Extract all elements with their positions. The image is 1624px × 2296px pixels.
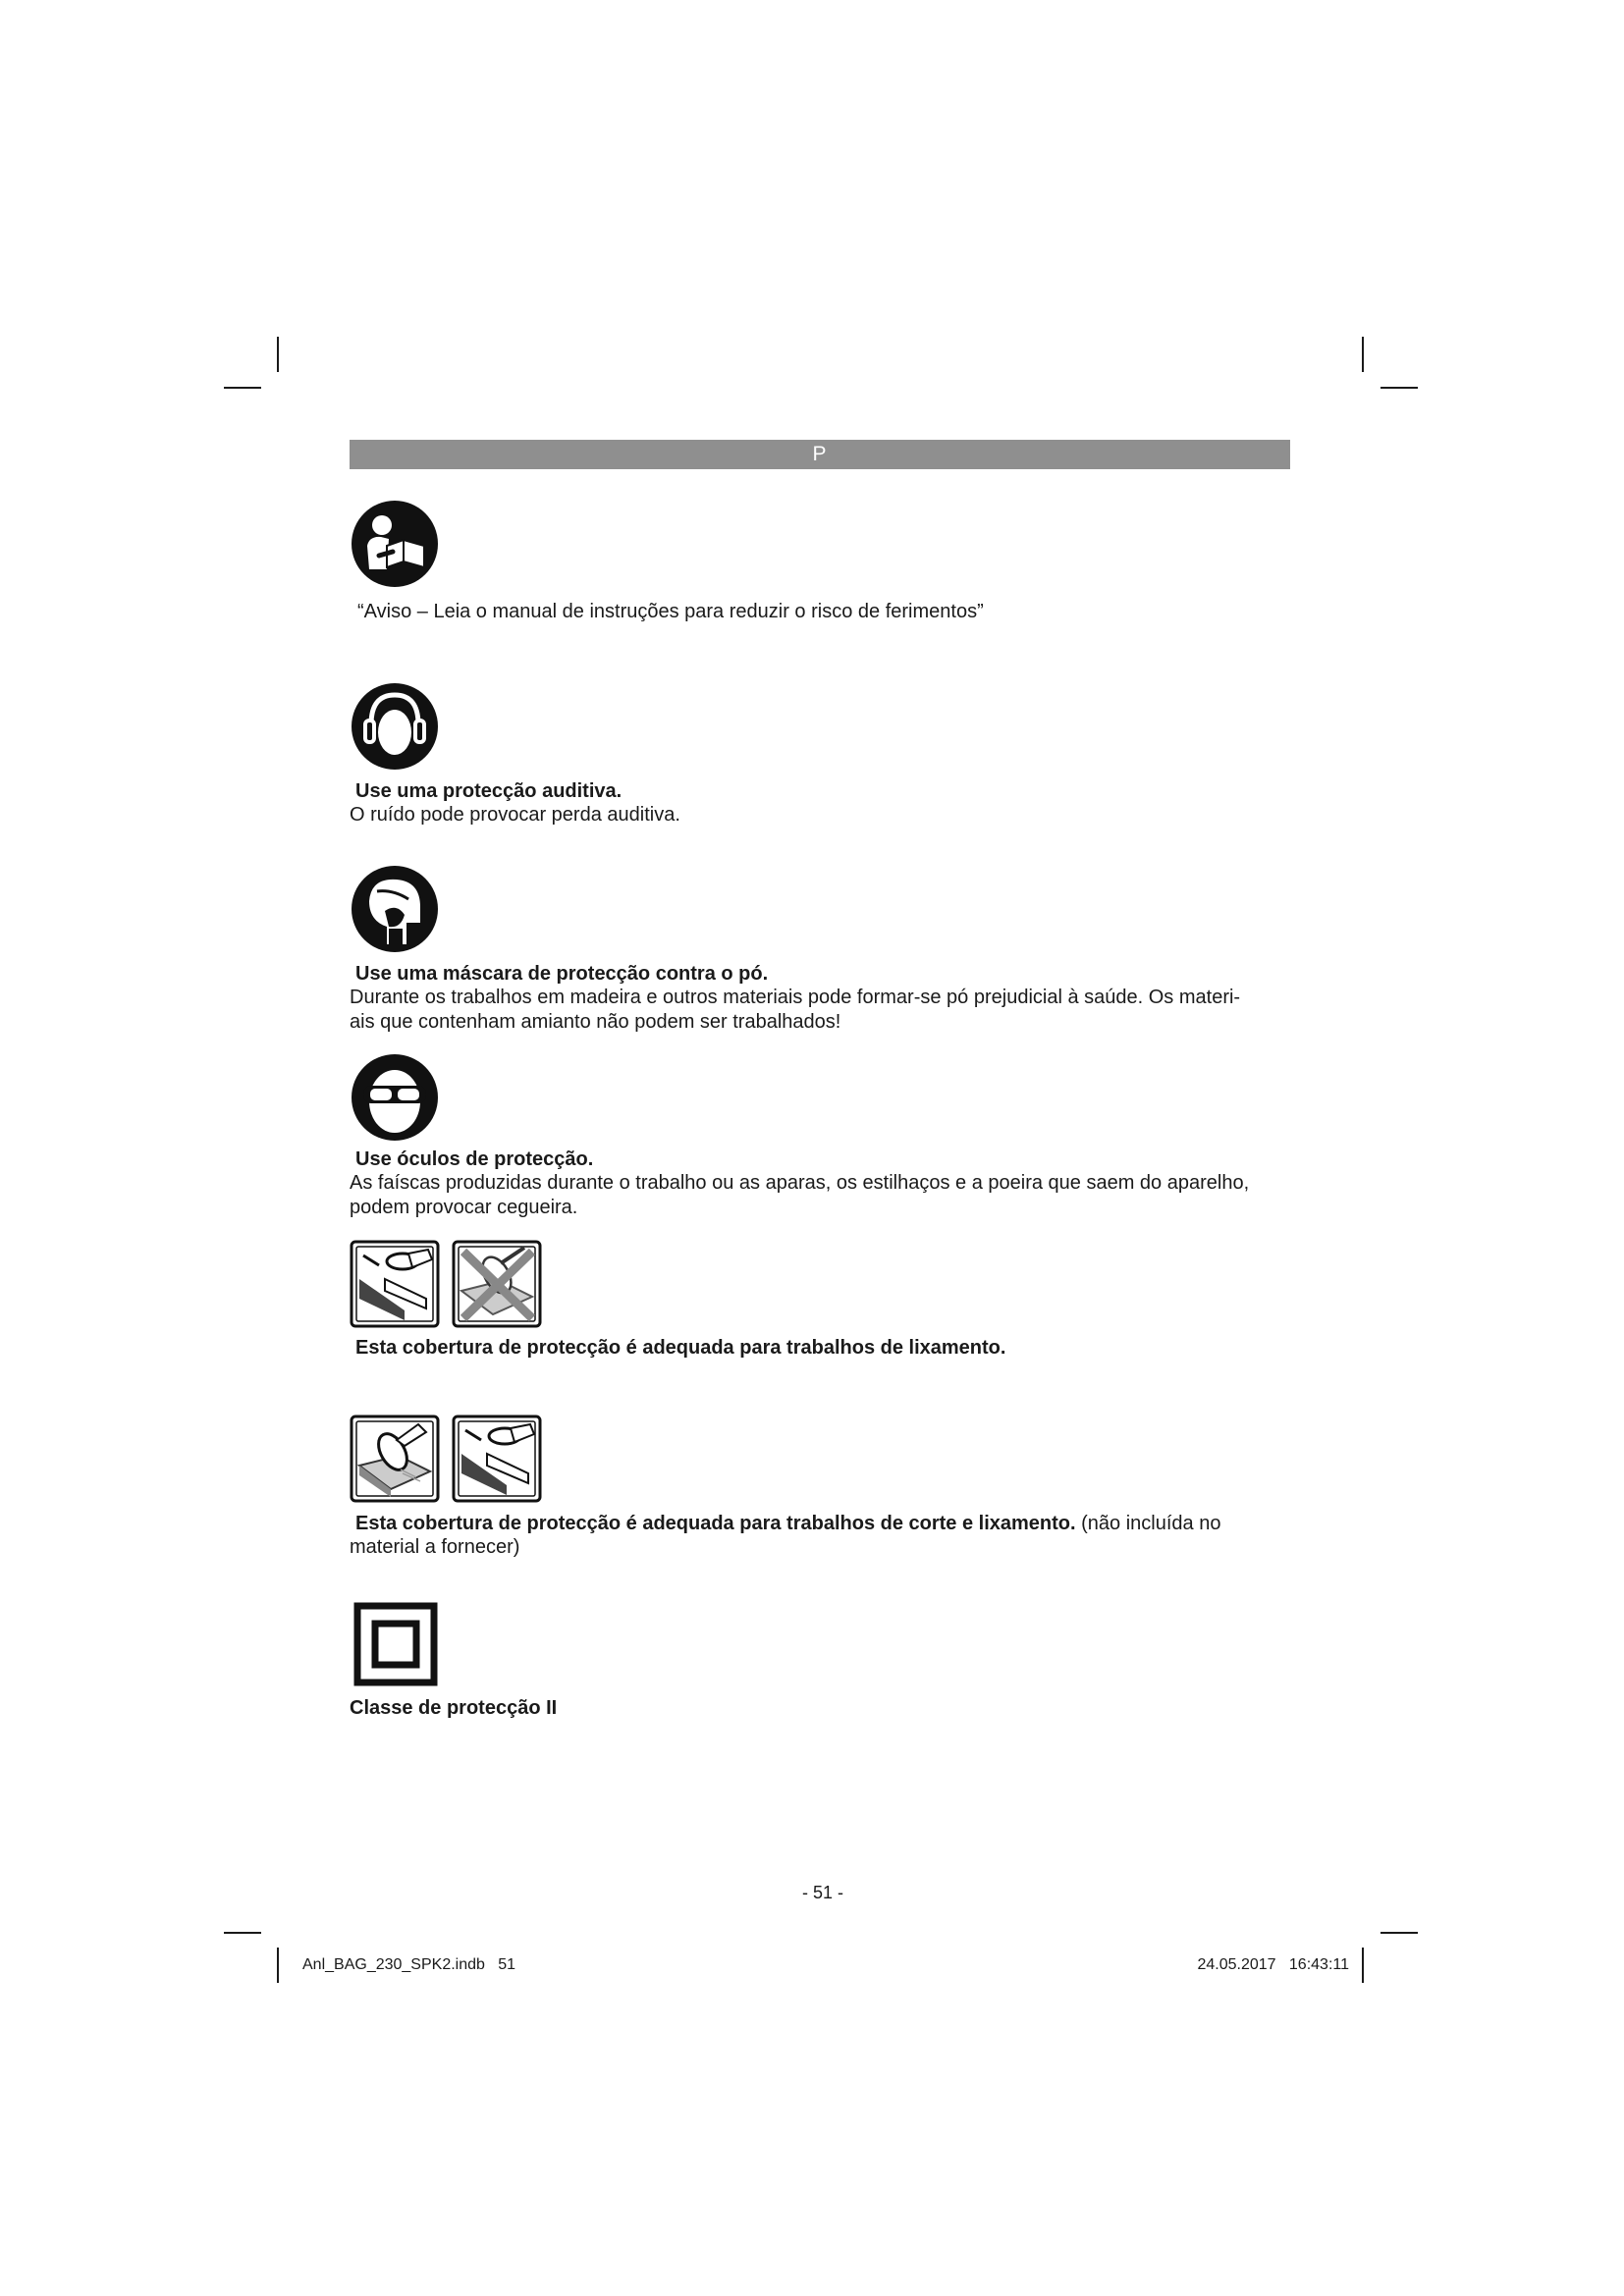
dust-mask-body-line2: ais que contenham amianto não podem ser trabalhados!: [350, 1011, 841, 1033]
grinding-icon: [452, 1415, 542, 1503]
dust-mask-icon: [350, 864, 440, 954]
dust-mask-title: Use uma máscara de protecção contra o pó.: [355, 963, 769, 985]
protection-class-ii-icon: [353, 1602, 438, 1686]
crop-mark: [277, 1948, 279, 1983]
crop-mark: [224, 387, 261, 389]
crop-mark: [224, 1932, 261, 1934]
read-manual-warning: “Aviso – Leia o manual de instruções para reduzir o risco de ferimentos”: [357, 601, 984, 622]
crop-mark: [1380, 387, 1418, 389]
read-manual-icon: [350, 499, 440, 589]
no-cutting-icon: [452, 1240, 542, 1328]
cutting-icon: [350, 1415, 440, 1503]
crop-mark: [1362, 1948, 1364, 1983]
cutting-guard-note-line2: material a fornecer): [350, 1536, 520, 1558]
cutting-guard-text: [355, 1512, 1298, 1536]
safety-goggles-body-line2: podem provocar cegueira.: [350, 1197, 578, 1218]
crop-mark: [1380, 1932, 1418, 1934]
ear-protection-title: Use uma protecção auditiva.: [355, 780, 623, 802]
cutting-guard-note: (não incluída no: [1075, 1513, 1221, 1534]
grinding-guard-title: Esta cobertura de protecção é adequada para trabalhos de lixamento.: [355, 1337, 1006, 1359]
protection-class-title: Classe de protecção II: [350, 1697, 558, 1719]
ear-protection-body: O ruído pode provocar perda auditiva.: [350, 804, 680, 826]
language-header-bar: [350, 440, 1290, 469]
language-code: P: [812, 443, 828, 465]
footer-file-name: Anl_BAG_230_SPK2.indb 51: [302, 1956, 516, 1973]
grinding-guard-icon: [350, 1240, 440, 1328]
ear-protection-icon: [350, 681, 440, 772]
cutting-guard-title: Esta cobertura de protecção é adequada para trabalhos de corte e lixamento.: [355, 1513, 1076, 1534]
crop-mark: [1362, 337, 1364, 372]
footer-timestamp: 24.05.2017 16:43:11: [1197, 1956, 1349, 1973]
safety-goggles-body-line1: As faíscas produzidas durante o trabalho ou as aparas, os estilhaços e a poeira que saem do aparelho,: [350, 1172, 1250, 1194]
page-number: - 51 -: [801, 1883, 843, 1902]
dust-mask-body-line1: Durante os trabalhos em madeira e outros materiais pode formar-se pó prejudicial à saúde. Os materi-: [350, 987, 1241, 1008]
safety-goggles-icon: [350, 1052, 440, 1143]
safety-goggles-title: Use óculos de protecção.: [355, 1148, 594, 1170]
crop-mark: [277, 337, 279, 372]
